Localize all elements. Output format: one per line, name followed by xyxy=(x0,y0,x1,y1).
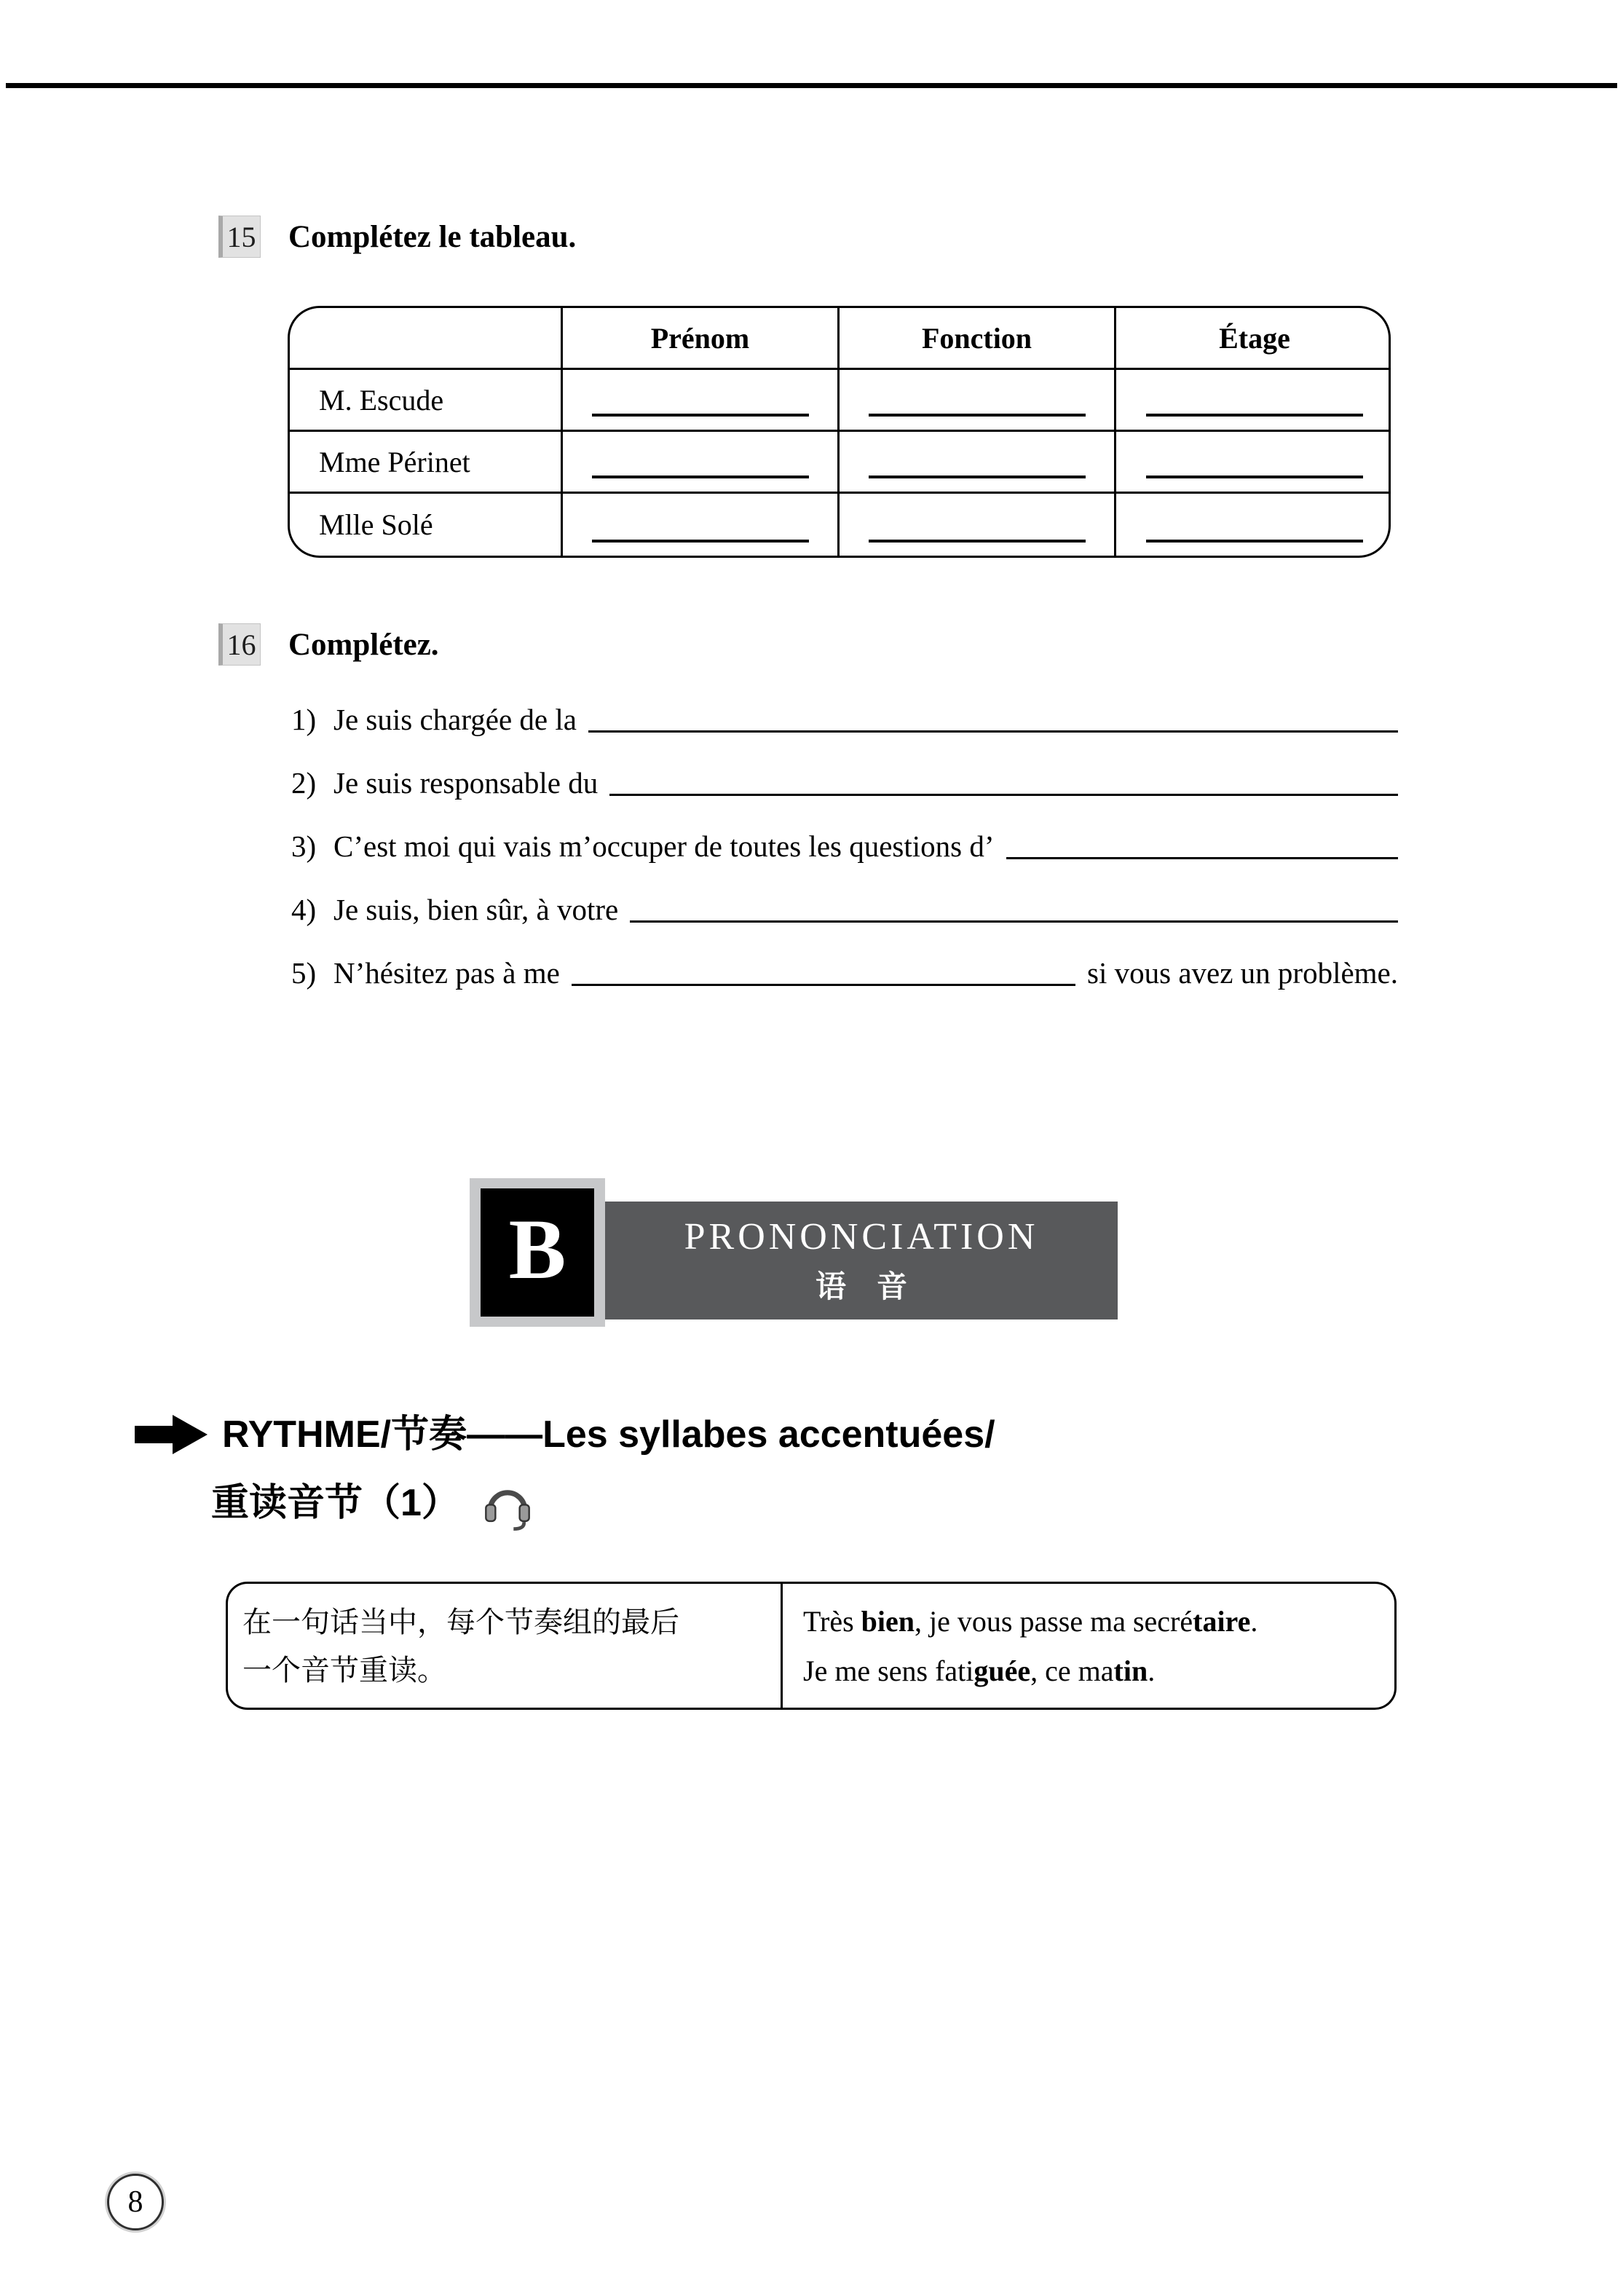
table-row-label: M. Escude xyxy=(290,370,563,432)
table-header-prenom: Prénom xyxy=(563,308,840,370)
table-blank-cell xyxy=(1116,494,1391,556)
section-b-letter-box xyxy=(481,1188,594,1317)
table-blank-cell xyxy=(1116,370,1391,432)
table-header-empty xyxy=(290,308,563,370)
exercise-16-item-4 xyxy=(291,891,1398,928)
fill-in-blank xyxy=(609,794,1398,796)
top-rule xyxy=(6,83,1617,88)
fill-in-blank xyxy=(630,920,1398,923)
rule-chinese-line1: 在一句话当中，每个节奏组的最后 xyxy=(242,1606,679,1638)
exercise-16-number-box: 16 xyxy=(218,623,261,666)
table-blank-cell xyxy=(1116,432,1391,494)
table-blank-cell xyxy=(563,432,840,494)
fill-in-blank xyxy=(588,730,1398,733)
table-blank-cell xyxy=(563,494,840,556)
exercise-16-items xyxy=(291,701,1398,1017)
rule-chinese-line2: 一个音节重读。 xyxy=(242,1654,446,1687)
item-number: 4) xyxy=(291,893,317,926)
headphones-icon xyxy=(480,1475,535,1531)
exercise-15-table xyxy=(288,306,1391,558)
page-number: 8 xyxy=(107,2174,164,2230)
rythme-heading-line2: 重读音节（1） xyxy=(211,1482,459,1524)
rule-example-sentences xyxy=(783,1584,1394,1708)
exercise-16-item-2 xyxy=(291,764,1398,802)
section-b-banner xyxy=(605,1202,1118,1319)
exercise-16-item-3 xyxy=(291,827,1398,865)
item-text: Je suis, bien sûr, à votre xyxy=(333,893,619,926)
item-text: C’est moi qui vais m’occuper de toutes les questions d’ xyxy=(333,829,995,863)
table-header-etage: Étage xyxy=(1116,308,1391,370)
table-blank-cell xyxy=(563,370,840,432)
item-text: N’hésitez pas à me xyxy=(333,956,560,990)
rule-example-line2: Je me sens fatiguée, ce matin. xyxy=(803,1654,1156,1687)
rythme-heading-line1-row xyxy=(135,1411,1445,1458)
item-number: 1) xyxy=(291,703,317,736)
rule-example-line1: Très bien, je vous passe ma secrétaire. xyxy=(803,1605,1258,1638)
item-text: Je suis chargée de la xyxy=(333,703,577,736)
section-b-letter-frame xyxy=(470,1178,605,1327)
blank-line xyxy=(869,476,1086,478)
section-b-letter: B xyxy=(508,1202,566,1297)
rythme-heading xyxy=(135,1411,1445,1531)
rythme-heading-line1: RYTHME/节奏——Les syllabes accentuées/ xyxy=(222,1413,995,1456)
exercise-15-number-box: 15 xyxy=(218,216,261,258)
table-blank-cell xyxy=(840,432,1116,494)
fill-in-blank xyxy=(1006,857,1398,859)
exercise-15-title: Complétez le tableau. xyxy=(288,219,577,254)
item-text: Je suis responsable du xyxy=(333,766,599,800)
rule-chinese-explanation xyxy=(228,1584,783,1708)
item-number: 2) xyxy=(291,766,317,800)
table-blank-cell xyxy=(840,370,1116,432)
blank-line xyxy=(592,476,809,478)
item-number: 5) xyxy=(291,956,317,990)
rythme-heading-line2-row xyxy=(211,1475,1445,1531)
table-row-label: Mme Périnet xyxy=(290,432,563,494)
arrow-right-icon xyxy=(135,1413,209,1456)
exercise-16-header xyxy=(218,623,439,666)
section-b-subtitle: 语 音 xyxy=(815,1269,907,1303)
blank-line xyxy=(592,540,809,543)
item-number: 3) xyxy=(291,829,317,863)
blank-line xyxy=(869,540,1086,543)
blank-line xyxy=(869,414,1086,417)
blank-line xyxy=(592,414,809,417)
blank-line xyxy=(1146,540,1363,543)
item-text-after: si vous avez un problème. xyxy=(1087,956,1398,990)
blank-line xyxy=(1146,476,1363,478)
table-blank-cell xyxy=(840,494,1116,556)
fill-in-blank xyxy=(572,984,1075,986)
section-b-title: PRONONCIATION xyxy=(684,1215,1039,1258)
blank-line xyxy=(1146,414,1363,417)
exercise-16-item-1 xyxy=(291,701,1398,738)
exercise-15-header xyxy=(218,216,576,258)
table-header-fonction: Fonction xyxy=(840,308,1116,370)
pronunciation-rule-box xyxy=(226,1582,1397,1710)
exercise-16-item-5 xyxy=(291,954,1398,992)
table-row-label: Mlle Solé xyxy=(290,494,563,556)
exercise-16-title: Complétez. xyxy=(288,627,439,662)
